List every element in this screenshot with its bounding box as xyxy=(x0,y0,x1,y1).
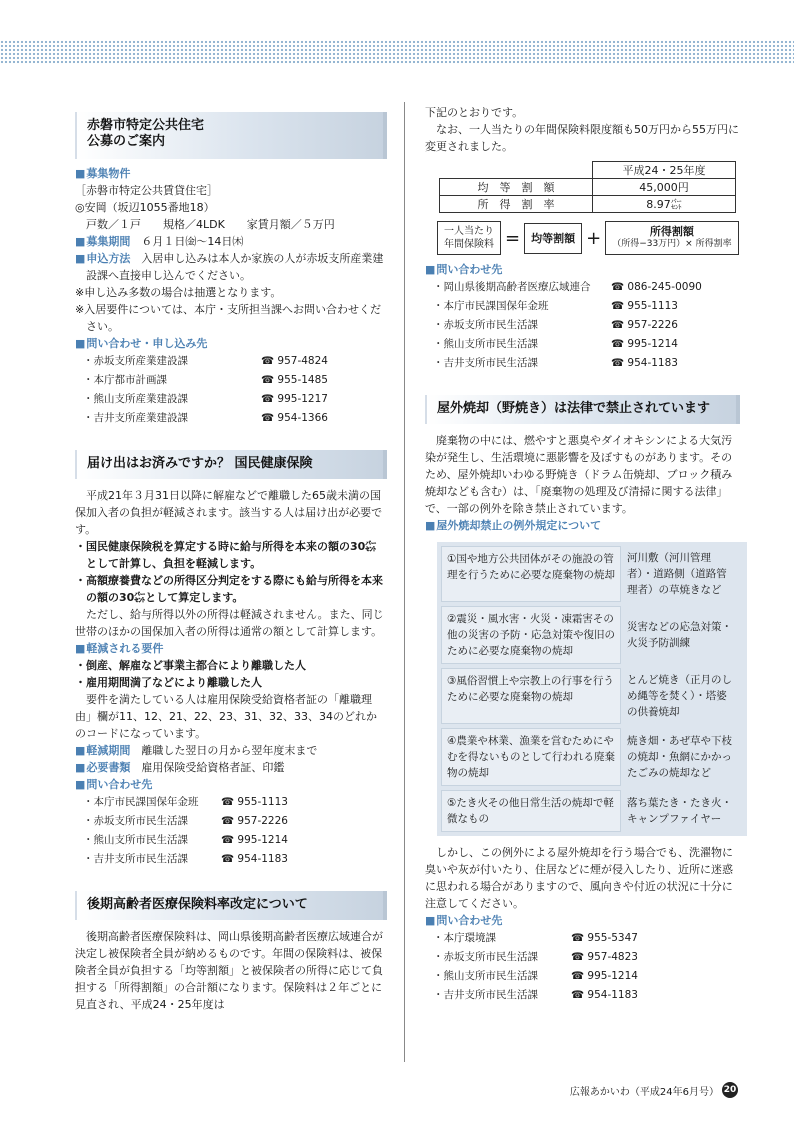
period-line xyxy=(75,233,387,250)
contact-tel: ☎ 955-5347 xyxy=(571,932,638,944)
left-column xyxy=(75,112,387,1013)
contact-item xyxy=(75,812,387,831)
section-title-nhi: 届け出はお済みですか？ 国民健康保険 xyxy=(75,450,387,479)
period-value: ６月１日㈮～14日㈭ xyxy=(141,235,244,248)
exceptions-table xyxy=(437,542,747,836)
contact-item xyxy=(425,297,740,316)
heading-period: ■ 募集期間 xyxy=(75,235,130,248)
contact-tel: ☎ 957-4823 xyxy=(571,951,638,963)
contact-name: ・ 本庁市民課国保年金班 xyxy=(433,297,611,316)
contact-item xyxy=(425,986,740,1005)
rate-table xyxy=(439,161,736,213)
contact-tel: ☎ 995-1214 xyxy=(221,834,288,846)
exception-row xyxy=(441,668,743,724)
heading-contact: ■ 問い合わせ先 xyxy=(425,261,740,278)
exception-example: 災害などの応急対策・火災予防訓練 xyxy=(627,621,732,649)
contact-list xyxy=(75,793,387,869)
contact-item xyxy=(425,354,740,373)
contact-list xyxy=(425,929,740,1005)
method-line xyxy=(75,250,387,284)
section-title-open-burning: 屋外焼却（野焼き）は法律で禁止されています xyxy=(425,395,740,424)
contact-item xyxy=(75,850,387,869)
plus-sign: + xyxy=(586,227,602,249)
table-corner xyxy=(440,162,593,179)
contact-name: ・ 熊山支所市民生活課 xyxy=(433,335,611,354)
contact-tel: ☎ 955-1113 xyxy=(611,300,678,312)
section-title-elderly-insurance: 後期高齢者医療保険料率改定について xyxy=(75,891,387,920)
premium-formula xyxy=(437,221,740,255)
exception-case: ①国や地方公共団体がその施設の管理を行うために必要な廃棄物の焼却 xyxy=(441,546,621,602)
exception-case: ④農業や林業、漁業を営むためにやむを得ないものとして行われる廃棄物の焼却 xyxy=(441,728,621,786)
contact-item xyxy=(425,316,740,335)
exception-example: 焼き畑・あぜ草や下枝の焼却・魚網にかかったごみの焼却など xyxy=(627,735,732,779)
elderly-limit-note: なお、一人当たりの年間保険料限度額も50万円から55万円に変更されました。 xyxy=(425,123,739,153)
formula-per-person: 一人当たり 年間保険料 xyxy=(437,221,501,255)
heading-contact: ■ 問い合わせ先 xyxy=(75,776,387,793)
contact-tel: ☎ 995-1214 xyxy=(571,970,638,982)
heading-exceptions: ■ 屋外焼却禁止の例外規定について xyxy=(425,517,740,534)
table-value: 8.97㌫ xyxy=(593,196,736,213)
contact-name: ・ 吉井支所産業建設課 xyxy=(83,409,261,428)
table-row xyxy=(440,179,736,196)
contact-item xyxy=(425,929,740,948)
contact-name: ・ 赤坂支所市民生活課 xyxy=(433,948,571,967)
contact-name: ・ 本庁環境課 xyxy=(433,929,571,948)
heading-documents: ■ 必要書類 xyxy=(75,761,130,774)
heading-contact: ■ 問い合わせ先 xyxy=(425,912,740,929)
exception-case: ⑤たき火その他日常生活の焼却で軽微なもの xyxy=(441,790,621,832)
page-footer xyxy=(570,1082,738,1098)
contact-tel: ☎ 954-1366 xyxy=(261,412,328,424)
contact-item xyxy=(75,352,387,371)
relief-period-line xyxy=(75,742,387,759)
property-location: ◎安岡（坂辺1055番地18） xyxy=(75,201,215,214)
property-type: ［赤磐市特定公共賃貸住宅］ xyxy=(75,184,218,197)
exception-example: 河川敷（河川管理者）・道路側（道路管理者）の草焼きなど xyxy=(627,552,727,596)
header-dot-band xyxy=(0,40,794,64)
formula-income-share: 所得割額 （所得−33万円）× 所得割率 xyxy=(605,221,738,255)
heading-property: ■ 募集物件 xyxy=(75,165,387,182)
contact-item xyxy=(425,335,740,354)
contact-item xyxy=(75,371,387,390)
contact-list xyxy=(425,278,740,373)
contact-name: ・ 吉井支所市民生活課 xyxy=(83,850,221,869)
contact-name: ・ 熊山支所市民生活課 xyxy=(433,967,571,986)
note-lottery: ※申し込み多数の場合は抽選となります。 xyxy=(75,286,282,299)
contact-item xyxy=(75,831,387,850)
requirement-item: ・雇用期間満了などにより離職した人 xyxy=(75,676,262,689)
contact-item xyxy=(75,409,387,428)
contact-tel: ☎ 995-1214 xyxy=(611,338,678,350)
requirement-item: ・倒産、解雇など事業主都合により離職した人 xyxy=(75,659,306,672)
contact-name: ・ 本庁都市計画課 xyxy=(83,371,261,390)
contact-name: ・ 吉井支所市民生活課 xyxy=(433,354,611,373)
section-title-line1: 赤磐市特定公共住宅 xyxy=(87,118,205,133)
footer-text: 広報あかいわ（平成24年6月号） xyxy=(569,1086,719,1098)
burning-caution: しかし、この例外による屋外焼却を行う場合でも、洗濯物に臭いや灰が付いたり、住居などに煙が侵入したり、近所に迷惑に思われる場合がありますので、風向きや付近の状況に十分に注意してください。 xyxy=(425,846,733,910)
method-value: 入居申し込みは本人か家族の人が赤坂支所産業建設課へ直接申し込んでください。 xyxy=(86,252,384,282)
exception-example: とんど焼き（正月のしめ縄等を焚く）・塔婆の供養焼却 xyxy=(627,674,732,718)
contact-name: ・ 赤坂支所市民生活課 xyxy=(433,316,611,335)
nhi-intro: 平成21年３月31日以降に解雇などで離職した65歳未満の国保加入者の負担が軽減されます。該当する人は届け出が必要です。 xyxy=(75,489,383,536)
contact-item xyxy=(75,390,387,409)
table-label: 均 等 割 額 xyxy=(440,179,593,196)
heading-contact: ■ 問い合わせ・申し込み先 xyxy=(75,335,387,352)
note-requirements: ※入居要件については、本庁・支所担当課へお問い合わせください。 xyxy=(75,303,381,333)
contact-tel: ☎ 957-4824 xyxy=(261,355,328,367)
contact-tel: ☎ 086-245-0090 xyxy=(611,281,702,293)
burning-intro: 廃棄物の中には、燃やすと悪臭やダイオキシンによる大気汚染が発生し、生活環境に悪影響を及ぼすものがあります。そのため、屋外焼却いわゆる野焼き（ドラム缶焼却、ブロック積み焼却なども含む）は、「廃棄物の処理及び清掃に関する法律」で、一部の例外を除き禁止されています。 xyxy=(425,434,733,515)
section-title-line2: 公募のご案内 xyxy=(87,134,166,149)
contact-name: ・ 赤坂支所産業建設課 xyxy=(83,352,261,371)
contact-tel: ☎ 957-2226 xyxy=(221,815,288,827)
nhi-bullet: ・高額療養費などの所得区分判定をする際にも給与所得を本来の額の30㌫として算定します。 xyxy=(75,574,383,604)
documents-value: 雇用保険受給資格者証、印鑑 xyxy=(141,761,285,774)
contact-item xyxy=(75,793,387,812)
contact-name: ・ 吉井支所市民生活課 xyxy=(433,986,571,1005)
contact-tel: ☎ 954-1183 xyxy=(571,989,638,1001)
elderly-continued: 下記のとおりです。 xyxy=(425,106,524,119)
right-column xyxy=(425,106,740,1005)
exception-row xyxy=(441,790,743,832)
exception-case: ②震災・風水害・火災・凍霜害その他の災害の予防・応急対策や復旧のために必要な廃棄物の焼却 xyxy=(441,606,621,664)
exception-row xyxy=(441,546,743,602)
property-details: 戸数／１戸 規格／4LDK 家賃月額／５万円 xyxy=(86,218,335,231)
contact-tel: ☎ 954-1183 xyxy=(611,357,678,369)
exception-example: 落ち葉たき・たき火・キャンプファイヤー xyxy=(627,797,732,825)
formula-equal-share: 均等割額 xyxy=(524,223,582,254)
contact-list xyxy=(75,352,387,428)
contact-name: ・ 岡山県後期高齢者医療広域連合 xyxy=(433,278,611,297)
exception-row xyxy=(441,728,743,786)
contact-name: ・ 熊山支所産業建設課 xyxy=(83,390,261,409)
exception-case: ③風俗習慣上や宗教上の行事を行うために必要な廃棄物の焼却 xyxy=(441,668,621,724)
equals-sign: = xyxy=(505,227,521,249)
contact-item xyxy=(425,967,740,986)
table-value: 45,000円 xyxy=(593,179,736,196)
contact-item xyxy=(425,948,740,967)
table-row xyxy=(440,196,736,213)
nhi-bullet: ・国民健康保険税を算定する時に給与所得を本来の額の30㌫として計算し、負担を軽減します。 xyxy=(75,540,377,570)
exception-row xyxy=(441,606,743,664)
table-label: 所 得 割 率 xyxy=(440,196,593,213)
contact-name: ・ 赤坂支所市民生活課 xyxy=(83,812,221,831)
elderly-intro: 後期高齢者医療保険料は、岡山県後期高齢者医療広域連合が決定し被保険者全員が納めるものです。年間の保険料は、被保険者全員が負担する「均等割額」と被保険者の所得に応じて負担する「所得割額」の合計額になります。保険料は２年ごとに見直され、平成24・25年度は xyxy=(75,930,383,1011)
contact-name: ・ 本庁市民課国保年金班 xyxy=(83,793,221,812)
heading-method: ■ 申込方法 xyxy=(75,252,130,265)
contact-name: ・ 熊山支所市民生活課 xyxy=(83,831,221,850)
contact-tel: ☎ 995-1217 xyxy=(261,393,328,405)
page-number: 20 xyxy=(722,1082,738,1098)
contact-tel: ☎ 955-1485 xyxy=(261,374,328,386)
relief-period-value: 離職した翌日の月から翌年度末まで xyxy=(141,744,318,757)
table-header: 平成24・25年度 xyxy=(593,162,736,179)
documents-line xyxy=(75,759,387,776)
contact-tel: ☎ 954-1183 xyxy=(221,853,288,865)
section-title-housing xyxy=(75,112,387,159)
heading-requirements: ■ 軽減される要件 xyxy=(75,640,387,657)
table-header-row xyxy=(440,162,736,179)
contact-tel: ☎ 955-1113 xyxy=(221,796,288,808)
contact-tel: ☎ 957-2226 xyxy=(611,319,678,331)
column-divider xyxy=(404,102,405,1062)
heading-relief-period: ■ 軽減期間 xyxy=(75,744,130,757)
contact-item xyxy=(425,278,740,297)
requirement-detail: 要件を満たしている人は雇用保険受給資格者証の「離職理由」欄が11、12、21、22、23、31、32、33、34のどれかのコードになっています。 xyxy=(75,693,377,740)
nhi-note: ただし、給与所得以外の所得は軽減されません。また、同じ世帯のほかの国保加入者の所得は通常の額として計算します。 xyxy=(75,608,384,638)
